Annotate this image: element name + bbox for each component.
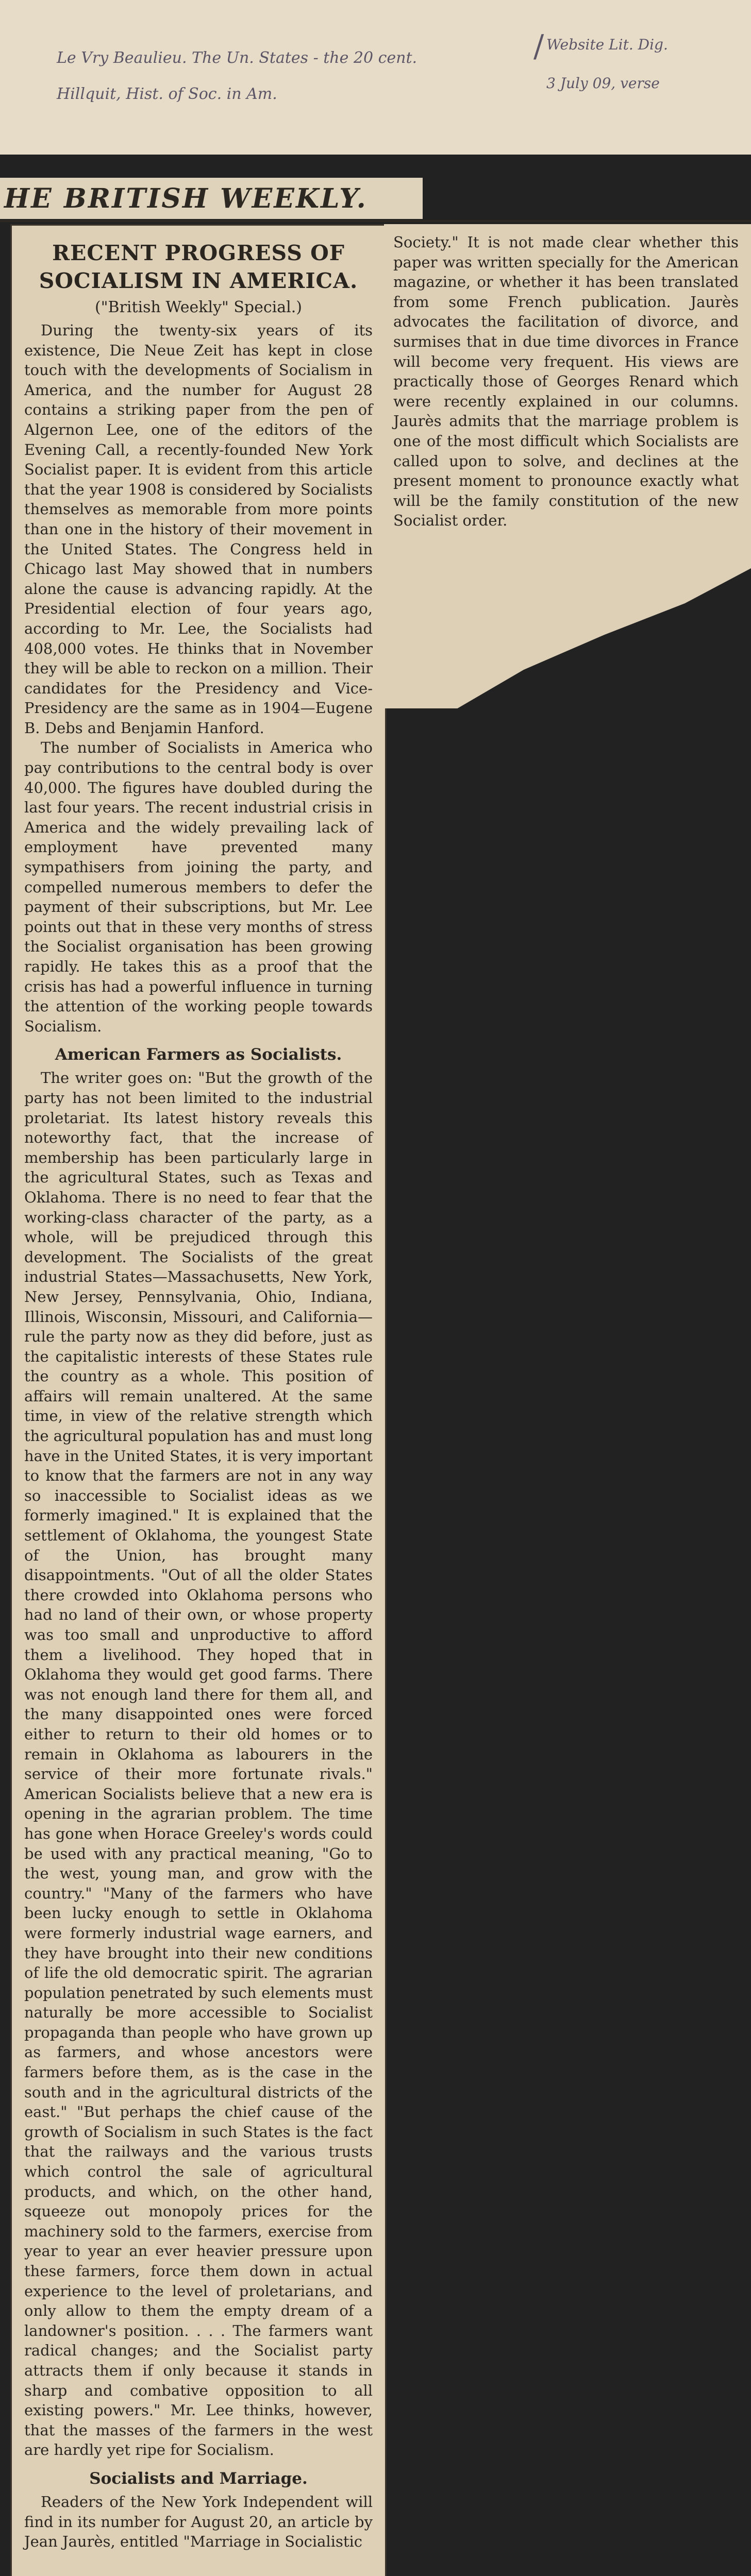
torn-paper-edge xyxy=(384,533,751,708)
section-heading-farmers: American Farmers as Socialists. xyxy=(55,1045,342,1064)
article-byline: ("British Weekly" Special.) xyxy=(95,298,302,316)
masthead-rule xyxy=(0,220,751,222)
paragraph-1: During the twenty-six years of its existence, Die Neue Zeit has kept in close touch with the developments of Socialism in America, and the number for August 28 contains a striking paper from the pen of Algernon Lee, one of the editors of the Evening Call, a recently-founded New York Socialist paper. It is evident from this article that the year 1908 is considered by Socialists themselves as memorable from more points than one in the history of their movement in the United States. The Congress held in Chicago last May showed that in numbers alone the cause is advancing rapidly. At the Presidential election of four years ago, according to Mr. Lee, the Socialists had 408,000 votes. He thinks that in November they will be able to reckon on a million. Their candidates for the Presidency and Vice-Presidency are the same as in 1904—Eugene B. Debs and Benjamin Hanford. xyxy=(24,321,373,737)
handwritten-note-right1: Website Lit. Dig. xyxy=(546,36,668,53)
handwritten-note-line2: Hillquit, Hist. of Soc. in Am. xyxy=(57,85,277,103)
paragraph-3: The writer goes on: "But the growth of the party has not been limited to the industrial proletariat. Its latest history reveals this noteworthy fact, that the increase of membership has been particularly large in the agricultural States, such as Texas and Oklahoma. There is no need to fear that the working-class character of the party, as a whole, will be prejudiced through this development. The Socialists of the great industrial States—Massachusetts, New York, New Jersey, Pennsylvania, Ohio, Indiana, Illinois, Wisconsin, Missouri, and California—rule the party now as they did before, just as the capitalistic interests of these States rule the country as a whole. This position of affairs will remain unaltered. At the same time, in view of the relative strength which the agricultural population has and must long have in the United States, it is very important to know that the farmers are not in any way so inaccessible to Socialist ideas as we formerly imagined." It is explained that the settlement of Oklahoma, the youngest State of the Union, has brought many disappointments. "Out of all the older States there crowded into Oklahoma persons who had no land of their own, or whose property was too small and unproductive to afford them a livelihood. They hoped that in Oklahoma they would get good farms. There was not enough land there for them all, and the many disappointed ones were forced either to return to their old homes or to remain in Oklahoma as labourers in the service of their more fortunate rivals." American Socialists believe that a new era is opening in the agrarian problem. The time has gone when Horace Greeley's words could be used with any practical meaning, "Go to the west, young man, and grow with the country." "Many of the farmers who have been lucky enough to settle in Oklahoma were formerly industrial wage earners, and they have brought into their new conditions of life the old democratic spirit. The agrarian population penetrated by such elements must naturally be more accessible to Socialist propaganda than people who have grown up as farmers, and whose ancestors were farmers before them, as is the case in the south and in the agricultural districts of the east." "But perhaps the chief cause of the growth of Socialism in such States is the fact that the railways and the various trusts which control the sale of agricultural products, and which, on the other hand, squeeze out monopoly prices for the machinery sold to the farmers, exercise from year to year an ever heavier pressure upon these farmers, force them down in actual experience to the level of proletarians, and only allow to them the empty dream of a landowner's position. . . . The farmers want radical changes; and the Socialist party attracts them if only because it stands in sharp and combative opposition to all existing powers." Mr. Lee thinks, however, that the masses of the farmers in the west are hardly yet ripe for Socialism. xyxy=(24,1069,373,2459)
article-headline: RECENT PROGRESS OF SOCIALISM IN AMERICA. xyxy=(39,241,358,293)
paragraph-4: Readers of the New York Independent will find in its number for August 20, an article by Jean Jaurès, entitled "Marriage in Socialistic xyxy=(24,2493,373,2551)
paragraph-5: Society." It is not made clear whether this paper was written specially for the American magazine, or whether it has been translated from some French publication. Jaurès advocates the facilitation of divorce, and surmises that in due time divorces in France will become very frequent. His views are practically those of Georges Renard which were recently explained in our columns. Jaurès admits that the marriage problem is one of the most difficult which Socialists are called upon to solve, and declines at the present moment to pronounce exactly what will be the family constitution of the new Socialist order. xyxy=(393,233,739,530)
masthead-title: HE BRITISH WEEKLY. xyxy=(4,183,368,214)
handwritten-note-line1: Le Vry Beaulieu. The Un. States - the 20 cent. xyxy=(57,49,418,67)
handwritten-note-right2: 3 July 09, verse xyxy=(546,75,660,92)
masthead xyxy=(0,178,423,219)
handwritten-separator: / xyxy=(533,28,544,64)
section-heading-marriage: Socialists and Marriage. xyxy=(89,2469,308,2488)
paragraph-2: The number of Socialists in America who pay contributions to the central body is over 40,000. The figures have doubled during the last four years. The recent industrial crisis in America and the widely prevailing lack of employment have prevented many sympathisers from joining the party, and compelled numerous members to defer the payment of their subscriptions, but Mr. Lee points out that in these very months of stress the Socialist organisation has been growing rapidly. He takes this as a proof that the crisis has had a powerful influence in turning the attention of the working people towards Socialism. xyxy=(24,739,373,1035)
article-column-2 xyxy=(384,224,751,533)
backing-paper xyxy=(0,0,751,155)
article-column-1 xyxy=(10,224,387,2576)
newspaper-clipping xyxy=(0,178,751,2576)
